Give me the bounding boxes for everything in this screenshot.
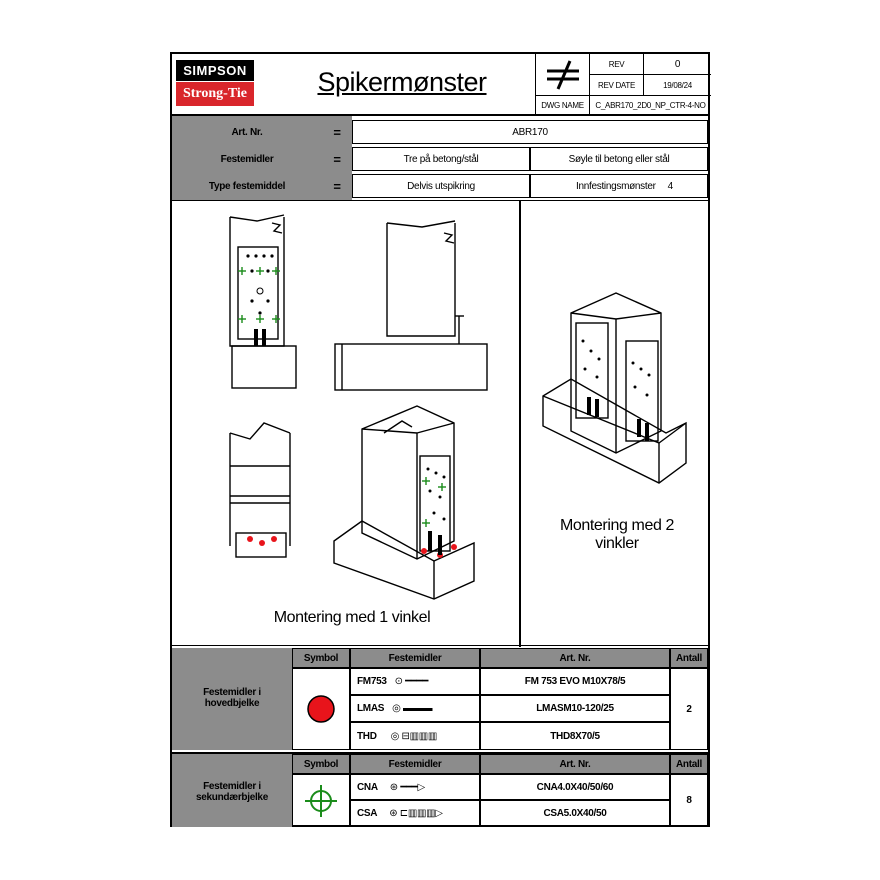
t2-code-1: CNA xyxy=(357,781,378,793)
t1-row-3 xyxy=(350,722,480,750)
logo-line2: Strong-Tie xyxy=(182,86,248,101)
t2-h-symbol: Symbol xyxy=(292,754,350,774)
eq-3: = xyxy=(333,178,341,194)
table-secondary-fasteners xyxy=(172,752,708,827)
t2-h-antall: Antall xyxy=(670,754,708,774)
t1-art-2: LMASM10-120/25 xyxy=(480,695,670,722)
green-nail-markers xyxy=(238,267,446,527)
t2-art-1: CNA4.0X40/50/60 xyxy=(480,774,670,800)
pattern-cell xyxy=(530,174,708,198)
title-block xyxy=(535,54,710,114)
t2-row-1 xyxy=(350,774,480,800)
t1-h-fest: Festemidler xyxy=(350,648,480,668)
page-title: Spikermønster xyxy=(317,66,487,97)
t1-h-antall: Antall xyxy=(670,648,708,668)
rev-value: 0 xyxy=(644,54,711,75)
screw-icon: ◎ ⊟▥▥▥ xyxy=(390,730,438,742)
caption-double-line2: vinkler xyxy=(595,535,639,552)
installation-view-double xyxy=(521,201,708,647)
t2-antall: 8 xyxy=(670,774,708,827)
dwg-label: DWG NAME xyxy=(536,96,590,114)
drawing-area xyxy=(172,200,708,646)
info-block xyxy=(172,116,708,200)
t1-code-1: FM753 xyxy=(357,676,387,687)
t2-symbol-cell xyxy=(292,774,350,827)
fest-value-1: Tre på betong/stål xyxy=(352,147,530,171)
t2-h-fest: Festemidler xyxy=(350,754,480,774)
type-label: Type festemiddel xyxy=(208,180,286,192)
t1-art-3: THD8X70/5 xyxy=(480,722,670,750)
logo-line1: SIMPSON xyxy=(183,63,247,78)
eq-1: = xyxy=(333,124,341,140)
t2-group-label: Festemidler i sekundærbjelke xyxy=(196,781,268,803)
t2-art-2: CSA5.0X40/50 xyxy=(480,800,670,827)
logo-strongtie xyxy=(176,82,254,106)
t1-row-2 xyxy=(350,695,480,722)
t1-art-1: FM 753 EVO M10X78/5 xyxy=(480,668,670,695)
pattern-value: 4 xyxy=(667,180,673,192)
type-value: Delvis utspikring xyxy=(352,174,530,198)
caption-single: Montering med 1 vinkel xyxy=(273,609,431,626)
t1-group-label: Festemidler i hovedbjelke xyxy=(203,687,261,709)
t1-symbol-cell xyxy=(292,668,350,750)
art-label: Art. Nr. xyxy=(231,126,263,138)
t2-row-2 xyxy=(350,800,480,827)
t1-h-art: Art. Nr. xyxy=(480,648,670,668)
art-value: ABR170 xyxy=(352,120,708,144)
green-crosshair-symbol xyxy=(304,784,338,818)
dwg-value: C_ABR170_2D0_NP_CTR-4-NO xyxy=(595,100,706,110)
rev-date-value: 19/08/24 xyxy=(644,75,711,96)
fest-label: Festemidler xyxy=(220,153,274,165)
t1-antall: 2 xyxy=(670,668,708,750)
pattern-label: Innfestingsmønster xyxy=(576,180,656,192)
drawing-sheet xyxy=(170,52,710,827)
logo-simpson xyxy=(176,60,254,81)
not-equal-icon xyxy=(536,54,590,96)
fest-value-2: Søyle til betong eller stål xyxy=(530,147,708,171)
caption-double xyxy=(547,513,687,557)
screw-icon-2: ⊛ ⊏▥▥▥▷ xyxy=(389,808,443,819)
bolt-icon: ◎ ▬▬▬ xyxy=(392,703,433,714)
rev-date-label: REV DATE xyxy=(590,75,644,96)
installation-views-single xyxy=(172,201,519,647)
t1-code-2: LMAS xyxy=(357,703,385,714)
t2-h-art: Art. Nr. xyxy=(480,754,670,774)
rev-label: REV xyxy=(590,54,644,75)
anchor-icon: ⊙ ━━━━ xyxy=(394,676,429,687)
not-equal-symbol xyxy=(536,54,590,96)
t2-code-2: CSA xyxy=(357,808,378,819)
t1-code-3: THD xyxy=(357,730,377,742)
t1-row-1 xyxy=(350,668,480,695)
table-main-fasteners xyxy=(172,648,708,750)
red-dot-symbol xyxy=(306,694,336,724)
eq-2: = xyxy=(333,151,341,167)
caption-double-line1: Montering med 2 xyxy=(559,517,675,534)
nail-icon: ⊛ ━━━▷ xyxy=(389,781,425,793)
t1-h-symbol: Symbol xyxy=(292,648,350,668)
